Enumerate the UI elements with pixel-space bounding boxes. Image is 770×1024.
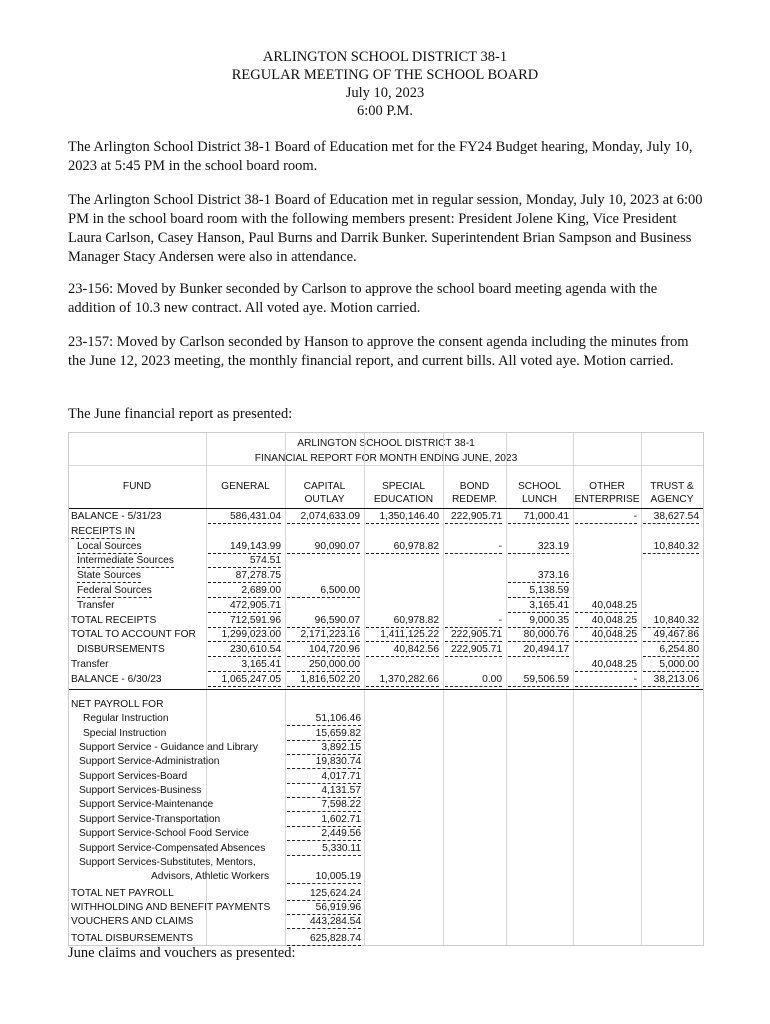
report-cell: 59,506.59 [508,673,569,687]
column-header: CAPITAL OUTLAY [303,481,346,505]
payroll-amount: 7,598.22 [287,798,361,812]
report-cell: 1,299,023.00 [208,628,281,642]
payroll-label: Support Services-Substitutes, Mentors, [79,856,256,868]
report-cell: 323.19 [508,540,569,554]
row-label: Local Sources [77,540,142,552]
report-cell: 49,467.86 [643,628,699,642]
payroll-amount: 3,892.15 [287,741,361,755]
payroll-label: VOUCHERS AND CLAIMS [71,916,194,928]
report-cell: 5,000.00 [643,658,699,672]
payroll-amount: 10,005.19 [287,870,361,884]
column-header: SPECIAL EDUCATION [373,481,434,505]
report-cell: 3,165.41 [508,599,569,613]
financial-report-table [68,432,704,946]
meeting-time: 6:00 P.M. [356,103,413,119]
report-cell: - [445,540,502,554]
claims-vouchers-heading: June claims and vouchers as presented: [68,945,296,961]
payroll-amount: 19,830.74 [287,755,361,769]
report-cell: 1,411,125.22 [366,628,439,642]
report-cell: 9,000.35 [508,614,569,628]
row-label: State Sources [77,570,141,582]
row-label: BALANCE - 5/31/23 [71,511,162,522]
report-cell: 104,720.96 [287,643,360,657]
payroll-label: TOTAL NET PAYROLL [71,887,174,899]
report-cell: 6,500.00 [287,584,360,598]
report-cell: 90,090.07 [287,540,360,554]
document-header [0,48,770,120]
report-cell: 2,689.00 [208,584,281,598]
column-header: TRUST & AGENCY [650,481,694,505]
meeting-date: July 10, 2023 [345,85,425,101]
payroll-amount: 4,131.57 [287,784,361,798]
payroll-label: Support Service-Transportation [79,813,221,825]
column-header: SCHOOL LUNCH [517,481,562,505]
report-cell: 71,000.41 [508,510,569,524]
report-cell: 40,048.25 [575,628,637,642]
balance-rule [69,689,703,690]
payroll-label: Support Service - Guidance and Library [79,742,258,754]
payroll-amount: 51,106.46 [287,712,361,726]
header-rule [69,508,703,509]
payroll-amount: 4,017.71 [287,770,361,784]
financial-report-intro: The June financial report as presented: [68,406,293,422]
report-cell: 40,842.56 [366,643,439,657]
meeting-title: REGULAR MEETING OF THE SCHOOL BOARD [231,67,539,83]
report-title: ARLINGTON SCHOOL DISTRICT 38-1 [297,438,475,449]
payroll-label: Support Service-Administration [79,756,220,768]
payroll-amount: 5,330.11 [287,842,361,856]
payroll-label: WITHHOLDING AND BENEFIT PAYMENTS [71,901,271,913]
column-header: OTHER ENTERPRISE [574,481,640,505]
report-cell: 472,905.71 [208,599,281,613]
report-cell: 2,171,223.16 [287,628,360,642]
report-cell: 1,065,247.05 [208,673,281,687]
fund-column-header: FUND [122,481,152,492]
report-cell: 3,165.41 [208,658,281,672]
row-label: Intermediate Sources [77,555,174,567]
report-cell: 10,840.32 [643,614,699,628]
report-cell: 222,905.71 [445,510,502,524]
row-label: RECEIPTS IN [71,525,135,537]
payroll-label: TOTAL DISBURSEMENTS [71,932,194,944]
report-cell: - [575,673,637,687]
report-subtitle: FINANCIAL REPORT FOR MONTH ENDING JUNE, 2023 [254,453,518,464]
report-cell: 20,494.17 [508,643,569,657]
report-cell: 149,143.99 [208,540,281,554]
report-cell: 40,048.25 [575,658,637,672]
report-cell: 1,816,502.20 [287,673,360,687]
report-cell: 38,627.54 [643,510,699,524]
column-header: GENERAL [221,481,270,492]
payroll-amount: 2,449.56 [287,827,361,841]
row-label: TOTAL TO ACCOUNT FOR [71,629,196,641]
payroll-amount: 1,602.71 [287,813,361,827]
report-cell: 1,350,146.40 [366,510,439,524]
report-cell: 6,254.80 [643,643,699,657]
payroll-label: Regular Instruction [83,713,169,725]
row-label: Transfer [71,659,109,670]
report-cell: 0.00 [445,673,502,687]
payroll-label: Support Service-Compensated Absences [79,842,266,854]
payroll-label: NET PAYROLL FOR [71,699,164,710]
row-label: Transfer [77,599,115,611]
report-cell: 10,840.32 [643,540,699,554]
payroll-label: Support Service-Maintenance [79,799,214,811]
motion-23-156: 23-156: Moved by Bunker seconded by Carlson to approve the school board meeting agenda with the addition of 10.3 new contract. All voted aye. Motion carried. [68,281,658,316]
report-cell: 40,048.25 [575,599,637,613]
payroll-label: Support Service-School Food Service [79,828,249,840]
payroll-label: Support Services-Board [79,770,188,782]
report-cell: 222,905.71 [445,628,502,642]
report-cell: 230,610.54 [208,643,281,657]
payroll-amount: 56,919.96 [287,901,361,915]
payroll-amount: 625,828.74 [287,932,361,946]
report-cell: - [445,614,502,628]
report-cell: 373.16 [508,569,569,583]
payroll-label: Support Services-Business [79,785,202,797]
report-cell: 574.51 [208,554,281,568]
district-title: ARLINGTON SCHOOL DISTRICT 38-1 [262,49,508,65]
row-label: DISBURSEMENTS [77,644,165,656]
payroll-amount: 125,624.24 [287,887,361,901]
report-cell: 222,905.71 [445,643,502,657]
grid-row-line [69,465,703,466]
paragraph-attendance: The Arlington School District 38-1 Board of Education met in regular session, Monday, July 10, 2023 at 6:00 PM in the school board room with the following members present: President Jolene King, Vice President Laura Carlson, Casey Hanson, Paul Burns and Darrik Bunker. Superintendent Brian Sampson and Business Manager Stacy Andersen were also in attendance. [68,192,703,265]
report-cell: 1,370,282.66 [366,673,439,687]
payroll-amount: 443,284.54 [287,915,361,929]
row-label: TOTAL RECEIPTS [71,614,157,626]
payroll-amount: 15,659.82 [287,727,361,741]
paragraph-budget-hearing: The Arlington School District 38-1 Board of Education met for the FY24 Budget hearing, Monday, July 10, 2023 at 5:45 PM in the school board room. [68,139,693,174]
report-cell: 87,278.75 [208,569,281,583]
report-cell: 5,138.59 [508,584,569,598]
report-cell: 712,591.96 [208,614,281,628]
payroll-label: Special Instruction [83,727,167,739]
report-cell: 250,000.00 [287,658,360,672]
motion-23-157: 23-157: Moved by Carlson seconded by Hanson to approve the consent agenda including the minutes from the June 12, 2023 meeting, the monthly financial report, and current bills. All voted aye. Motion carried. [68,334,689,369]
report-cell: 38,213.06 [643,673,699,687]
report-cell: 60,978.82 [366,540,439,554]
row-label: Federal Sources [77,585,152,596]
report-cell: 40,048.25 [575,614,637,628]
column-header: BOND REDEMP. [451,481,498,505]
row-label: BALANCE - 6/30/23 [71,673,162,685]
report-cell: 60,978.82 [366,614,439,628]
report-cell: 2,074,633.09 [287,510,360,524]
report-cell: 586,431.04 [208,510,281,524]
report-cell: 96,590.07 [287,614,360,628]
report-cell: - [575,510,637,524]
payroll-label: Advisors, Athletic Workers [151,871,270,883]
report-cell: 80,000.76 [508,628,569,642]
